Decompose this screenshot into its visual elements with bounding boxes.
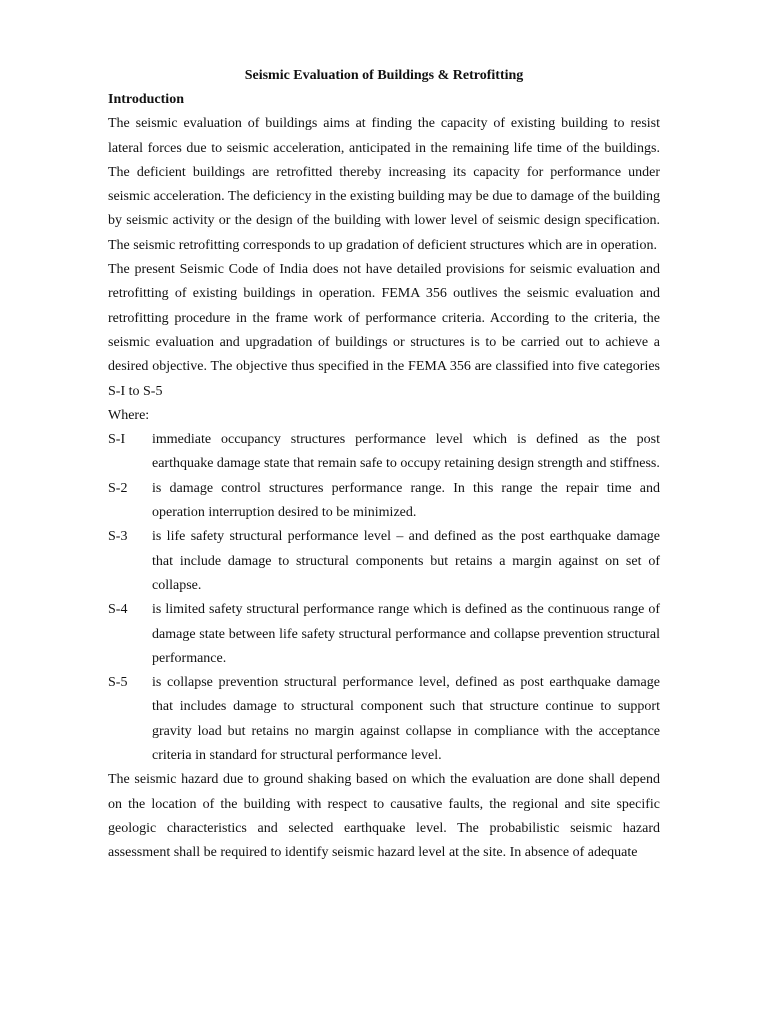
document-title: Seismic Evaluation of Buildings & Retrofitting <box>244 68 524 83</box>
level-label: S-5 <box>108 675 128 691</box>
level-item-s5 <box>108 671 660 768</box>
level-label: S-4 <box>108 602 128 618</box>
code-paragraph: The present Seismic Code of India does not have detailed provisions for seismic evaluation and retrofitting of existing buildings in operation. FEMA 356 outlives the seismic evaluation and retrofitting procedure in the frame work of performance criteria. According to the criteria, the seismic evaluation and upgradation of buildings or structures is to be carried out to achieve a desired objective. The objective thus specified in the FEMA 356 are classified into five categories S-I to S-5 <box>108 262 660 399</box>
level-description: immediate occupancy structures performance level which is defined as the post earthquake damage state that remain safe to occupy retaining design strength and stiffness. <box>152 432 660 472</box>
level-item-s2 <box>108 477 660 526</box>
level-description: is life safety structural performance level – and defined as the post earthquake damage that include damage to structural components but retains a margin against on set of collapse. <box>152 529 660 593</box>
level-label: S-2 <box>108 480 128 496</box>
intro-paragraph: The seismic evaluation of buildings aims at finding the capacity of existing building to resist lateral forces due to seismic acceleration, anticipated in the remaining life time of the buildings. The deficient buildings are retrofitted thereby increasing its capacity for performance under seismic acceleration. The deficiency in the existing building may be due to damage of the building by seismic activity or the design of the building with lower level of seismic design specification. The seismic retrofitting corresponds to up gradation of deficient structures which are in operation. <box>108 116 660 253</box>
level-label: S-I <box>108 432 126 448</box>
level-description: is damage control structures performance range. In this range the repair time and operation interruption desired to be minimized. <box>152 480 660 521</box>
level-item-s4 <box>108 598 660 671</box>
level-description: is collapse prevention structural performance level, defined as post earthquake damage that includes damage to structural component such that structure continue to support gravity load but retains no margin against collapse in compliance with the acceptance criteria in standard for structural performance level. <box>152 675 660 764</box>
hazard-paragraph: The seismic hazard due to ground shaking based on which the evaluation are done shall depend on the location of the building with respect to causative faults, the regional and site specific geologic characteristics and selected earthquake level. The probabilistic seismic hazard assessment shall be required to identify seismic hazard level at the site. In absence of adequate <box>108 772 660 861</box>
where-label: Where: <box>108 407 150 423</box>
level-description: is limited safety structural performance range which is defined as the continuous range of damage state between life safety structural performance and collapse prevention structural performance. <box>152 602 660 666</box>
section-heading: Introduction <box>108 92 184 107</box>
document-page <box>108 64 660 866</box>
level-item-s1 <box>108 428 660 477</box>
level-item-s3 <box>108 525 660 598</box>
level-label: S-3 <box>108 529 128 545</box>
